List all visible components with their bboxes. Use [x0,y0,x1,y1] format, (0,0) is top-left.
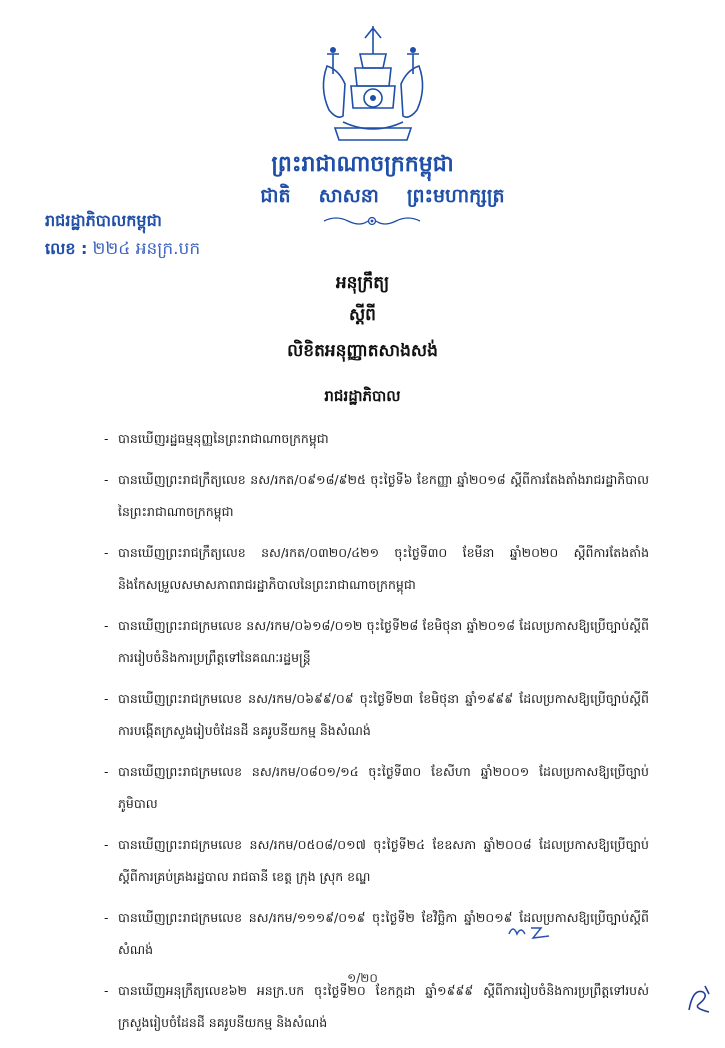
handwritten-corner-initial [683,982,717,1016]
national-motto [0,184,725,212]
motto-nation: ជាតិ [260,185,291,207]
preamble-clause [104,610,649,674]
document-subject: លិខិតអនុញ្ញាតសាងសង់ [287,341,438,361]
issuer-heading: រាជរដ្ឋាភិបាល [324,387,401,405]
clause-dash: - [104,431,109,446]
clause-text: បានឃើញរដ្ឋធម្មនុញ្ញនៃព្រះរាជាណាចក្រកម្ពុជា [118,431,329,446]
clause-dash: - [104,618,109,633]
motto-religion: សាសនា [318,185,379,207]
clause-text: បានឃើញព្រះរាជក្រមលេខ នស/រកម/០៦១៨/០១២ ចុះថ្ងៃទី២៨ ខែមិថុនា ឆ្នាំ២០១៨ ដែលប្រកាសឱ្យប្រើច្បាប់ស្តីពីការរៀបចំនិងការប្រព្រឹត្តទៅនៃគណៈរដ្ឋមន្ត្រី [118,618,649,665]
preamble-clause [104,423,649,455]
document-type-title: អនុក្រឹត្យ [335,273,390,293]
decorative-divider-ornament [322,214,422,228]
clause-text: បានឃើញព្រះរាជក្រមលេខ នស/រកម/០៥០៨/០១៧ ចុះថ្ងៃទី២៤ ខែឧសភា ឆ្នាំ២០០៨ ដែលប្រកាសឱ្យប្រើច្បាប់ស្តីពីការគ្រប់គ្រងរដ្ឋបាល រាជធានី ខេត្ត ក្រុង ស្រុក ខណ្ឌ [118,837,649,884]
preamble-clause [104,902,649,966]
clause-text: បានឃើញព្រះរាជក្រមលេខ នស/រកម/១១១៩/០១៩ ចុះថ្ងៃទី២ ខែវិច្ឆិកា ឆ្នាំ២០១៩ ដែលប្រកាសឱ្យប្រើច្បាប់ស្តីពីសំណង់ [118,910,649,957]
clause-text: បានឃើញព្រះរាជក្រឹត្យលេខ នស/រកត/០៩១៨/៩២៥ ចុះថ្ងៃទី៦ ខែកញ្ញា ឆ្នាំ២០១៨ ស្តីពីការតែងតាំងរាជរដ្ឋាភិបាលនៃព្រះរាជាណាចក្រកម្ពុជា [118,472,649,519]
handwritten-initial-mark [505,920,555,942]
preamble-clause [104,756,649,820]
clause-dash: - [104,910,109,925]
clause-dash: - [104,837,109,852]
clause-text: បានឃើញអនុក្រឹត្យលេខ៦២ អនក្រ.បក ចុះថ្ងៃទី២០ ខែកក្កដា ឆ្នាំ១៩៩៩ ស្តីពីការរៀបចំនិងការប្រព្រឹត្តទៅរបស់ក្រសួងរៀបចំដែនដី នគរូបនីយកម្ម និងសំណង់ [118,983,649,1030]
clause-text: បានឃើញព្រះរាជក្រមលេខ នស/រកម/០៨០១/១៤ ចុះថ្ងៃទី៣០ ខែសីហា ឆ្នាំ២០០១ ដែលប្រកាសឱ្យប្រើច្បាប់ភូមិបាល [118,764,649,811]
clause-dash: - [104,983,109,998]
reference-label: លេខ : [45,239,88,258]
royal-coat-of-arms-emblem [313,24,433,146]
clause-dash: - [104,764,109,779]
page-number: ១/២០ [347,971,378,985]
clause-dash: - [104,691,109,706]
preamble-clause [104,464,649,528]
about-label: ស្តីពី [349,305,376,325]
preamble-clause [104,683,649,747]
clause-text: បានឃើញព្រះរាជក្រឹត្យលេខ នស/រកត/០៣២០/៤២១ ចុះថ្ងៃទី៣០ ខែមីនា ឆ្នាំ២០២០ ស្តីពីការតែងតាំងនិងកែសម្រួលសមាសភាពរាជរដ្ឋាភិបាលនៃព្រះរាជាណាចក្រកម្ពុជា [118,545,649,592]
clause-text: បានឃើញព្រះរាជក្រមលេខ នស/រកម/០៦៩៩/០៩ ចុះថ្ងៃទី២៣ ខែមិថុនា ឆ្នាំ១៩៩៩ ដែលប្រកាសឱ្យប្រើច្បាប់ស្តីពីការបង្កើតក្រសួងរៀបចំដែនដី នគរូបនីយកម្ម និងសំណង់ [118,691,649,738]
preamble-clause-list [104,423,649,1048]
preamble-clause [104,829,649,893]
reference-value: ២២៤ អនក្រ.បក [92,239,201,259]
issuing-authority: រាជរដ្ឋាភិបាលកម្ពុជា [45,211,162,230]
clause-dash: - [104,472,109,487]
motto-king: ព្រះមហាក្សត្រ [406,185,505,207]
clause-dash: - [104,545,109,560]
kingdom-name: ព្រះរាជាណាចក្រកម្ពុជា [271,152,454,177]
preamble-clause [104,537,649,601]
reference-number [45,238,200,263]
